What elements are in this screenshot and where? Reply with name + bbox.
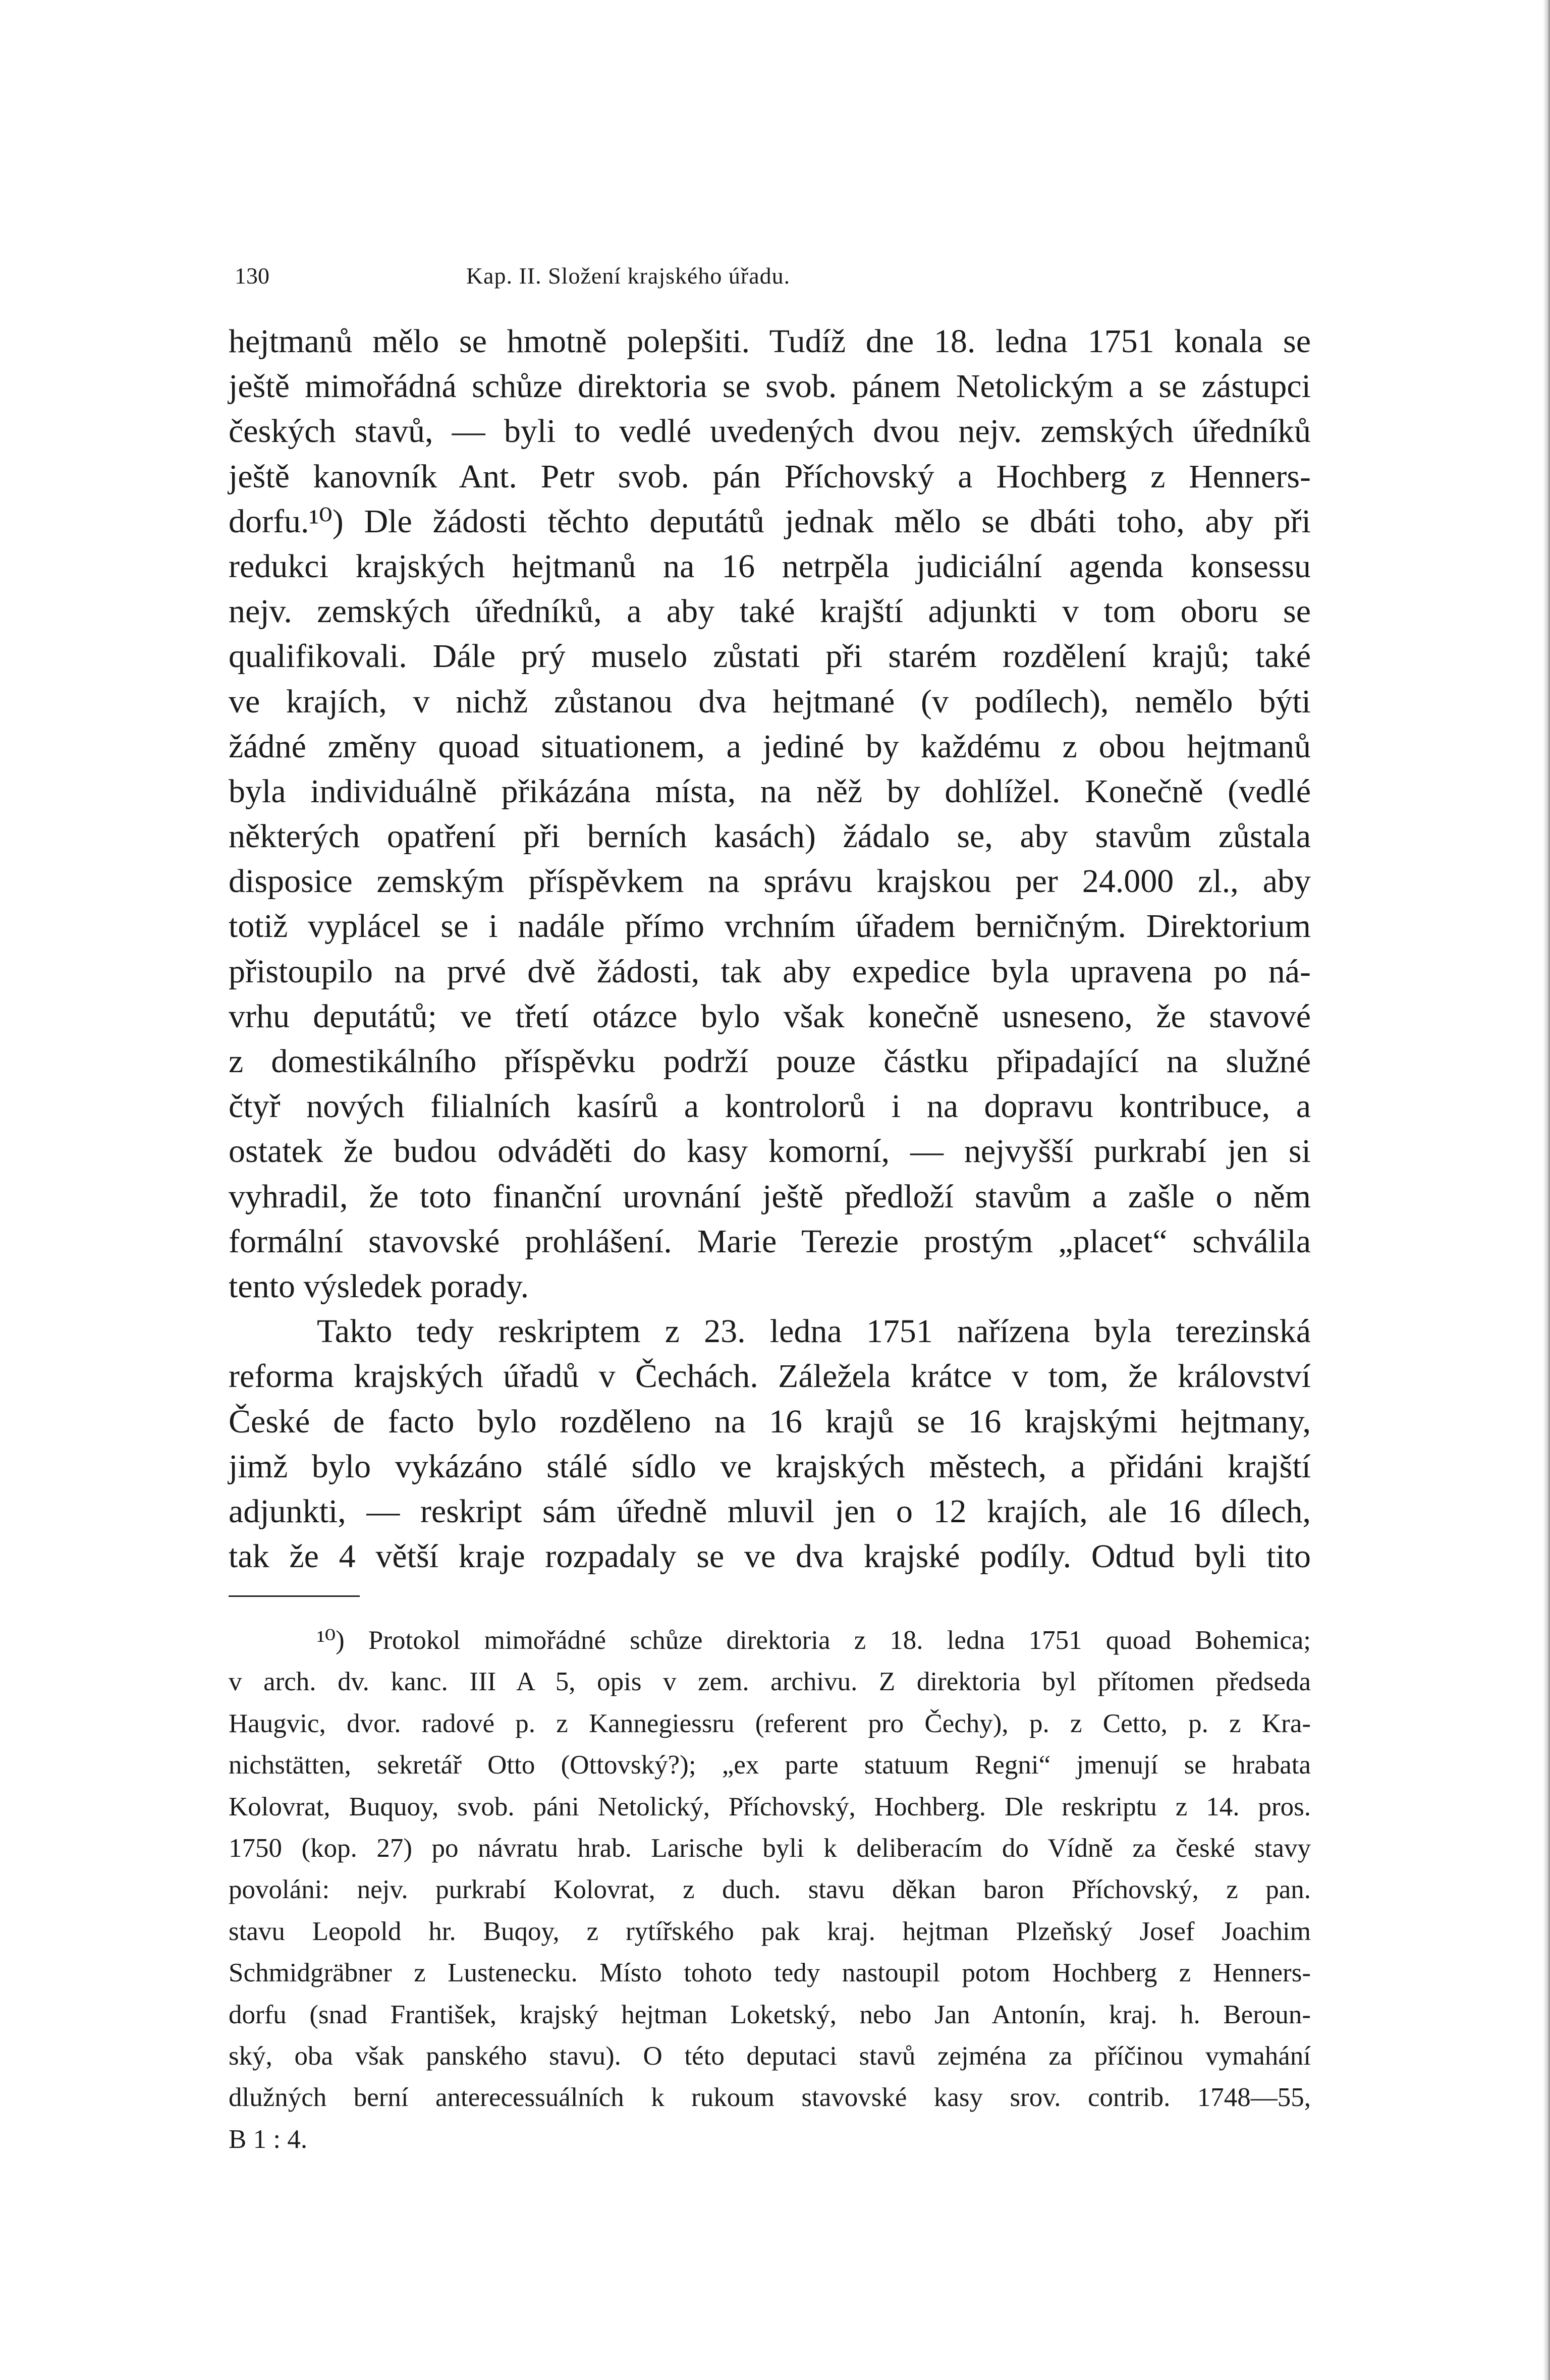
footnote-divider — [229, 1595, 360, 1597]
footnote-10 — [229, 1620, 1311, 2160]
text-line: Takto tedy reskriptem z 23. ledna 1751 nařízena byla terezinská — [317, 1313, 1311, 1350]
paragraph-1 — [229, 319, 1311, 1309]
text-line: ostatek že budou odváděti do kasy komorní, — nejvyšší purkrabí jen si — [229, 1133, 1311, 1170]
text-line: vyhradil, že toto finanční urovnání ještě předloží stavům a zašle o něm — [229, 1178, 1311, 1215]
text-line: přistoupilo na prvé dvě žádosti, tak aby expedice byla upravena po ná- — [229, 953, 1311, 990]
body-text — [229, 319, 1311, 1579]
text-line: českých stavů, — byli to vedlé uvedených dvou nejv. zemských úředníků — [229, 413, 1311, 450]
page-number: 130 — [235, 263, 269, 289]
footnote-line: nichstätten, sekretář Otto (Ottovský?); „ex parte statuum Regni“ jmenují se hrabata — [229, 1750, 1311, 1780]
page-header — [235, 262, 1022, 303]
text-line: byla individuálně přikázána místa, na něž by dohlížel. Konečně (vedlé — [229, 772, 1311, 810]
running-title: Kap. II. Složení krajského úřadu. — [466, 263, 791, 289]
text-line: České de facto bylo rozděleno na 16 krajů se 16 krajskými hejtmany, — [229, 1403, 1311, 1440]
text-line: dorfu.¹⁰) Dle žádosti těchto deputátů jednak mělo se dbáti toho, aby při — [229, 503, 1311, 540]
scan-page-edge — [1543, 0, 1550, 2380]
footnote-line: Schmidgräbner z Lustenecku. Místo tohoto tedy nastoupil potom Hochberg z Henners- — [229, 1958, 1311, 1988]
footnote-line: v arch. dv. kanc. III A 5, opis v zem. archivu. Z direktoria byl přítomen předseda — [229, 1667, 1311, 1697]
footnote-line: B 1 : 4. — [229, 2124, 308, 2154]
text-line: reforma krajských úřadů v Čechách. Záležela krátce v tom, že království — [229, 1358, 1311, 1395]
footnote-line: dlužných berní anterecessuálních k rukoum stavovské kasy srov. contrib. 1748—55, — [229, 2083, 1311, 2113]
text-line: vrhu deputátů; ve třetí otázce bylo však konečně usneseno, že stavové — [229, 998, 1311, 1035]
footnote-line: dorfu (snad František, krajský hejtman Loketský, nebo Jan Antonín, kraj. h. Beroun- — [229, 2000, 1311, 2029]
text-line: z domestikálního příspěvku podrží pouze částku připadající na služné — [229, 1043, 1311, 1080]
footnote-line: povoláni: nejv. purkrabí Kolovrat, z duch. stavu děkan baron Příchovský, z pan. — [229, 1875, 1311, 1905]
text-line: formální stavovské prohlášení. Marie Terezie prostým „placet“ schválila — [229, 1223, 1311, 1260]
footnote-line: ¹⁰) Protokol mimořádné schůze direktoria z 18. ledna 1751 quoad Bohemica; — [317, 1626, 1311, 1655]
text-line: ještě mimořádná schůze direktoria se svob. pánem Netolickým a se zástupci — [229, 368, 1311, 405]
text-line: ve krajích, v nichž zůstanou dva hejtmané (v podílech), nemělo býti — [229, 683, 1311, 720]
text-line: tak že 4 větší kraje rozpadaly se ve dva krajské podíly. Odtud byli tito — [229, 1538, 1311, 1575]
text-line: ještě kanovník Ant. Petr svob. pán Příchovský a Hochberg z Henners- — [229, 458, 1311, 495]
text-line: tento výsledek porady. — [229, 1267, 529, 1305]
text-line: čtyř nových filialních kasírů a kontrolorů i na dopravu kontribuce, a — [229, 1088, 1311, 1125]
paragraph-2 — [229, 1309, 1311, 1579]
footnote-line: Kolovrat, Buquoy, svob. páni Netolický, Příchovský, Hochberg. Dle reskriptu z 14. pros. — [229, 1792, 1311, 1821]
text-line: hejtmanů mělo se hmotně polepšiti. Tudíž dne 18. ledna 1751 konala se — [229, 323, 1311, 360]
text-line: redukci krajských hejtmanů na 16 netrpěla judiciální agenda konsessu — [229, 547, 1311, 585]
footnote-line: 1750 (kop. 27) po návratu hrab. Larische byli k deliberacím do Vídně za české stavy — [229, 1833, 1311, 1863]
text-line: adjunkti, — reskript sám úředně mluvil jen o 12 krajích, ale 16 dílech, — [229, 1492, 1311, 1530]
text-line: nejv. zemských úředníků, a aby také krajští adjunkti v tom oboru se — [229, 593, 1311, 630]
footnote-line: Haugvic, dvor. radové p. z Kannegiessru (referent pro Čechy), p. z Cetto, p. z Kra- — [229, 1708, 1311, 1738]
footnote-line: ský, oba však panského stavu). O této deputaci stavů zejména za příčinou vymahání — [229, 2041, 1311, 2071]
text-line: žádné změny quoad situationem, a jediné by každému z obou hejtmanů — [229, 728, 1311, 765]
text-line: totiž vyplácel se i nadále přímo vrchním úřadem berničným. Direktorium — [229, 908, 1311, 945]
text-line: disposice zemským příspěvkem na správu krajskou per 24.000 zl., aby — [229, 863, 1311, 900]
text-line: jimž bylo vykázáno stálé sídlo ve krajských městech, a přidáni krajští — [229, 1448, 1311, 1485]
footnote-line: stavu Leopold hr. Buqoy, z rytířského pak kraj. hejtman Plzeňský Josef Joachim — [229, 1916, 1311, 1946]
text-line: qualifikovali. Dále prý muselo zůstati při starém rozdělení krajů; také — [229, 638, 1311, 675]
text-line: některých opatření při berních kasách) žádalo se, aby stavům zůstala — [229, 818, 1311, 855]
